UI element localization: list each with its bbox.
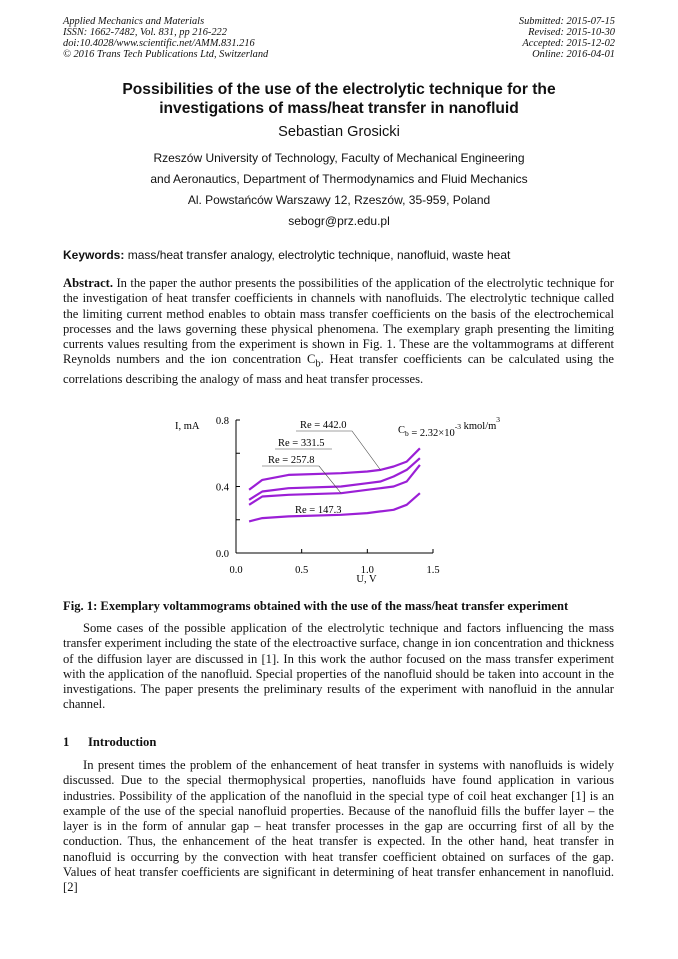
figure-caption: Fig. 1: Exemplary voltammograms obtained with the use of the mass/heat transfer experiment — [63, 599, 569, 613]
revised-date: Revised: 2015-10-30 — [528, 26, 615, 38]
affiliation-line: and Aeronautics, Department of Thermodynamics and Fluid Mechanics — [150, 172, 528, 186]
y-axis-label: I, mA — [175, 421, 200, 432]
journal-info — [63, 17, 268, 61]
abstract-label: Abstract. — [63, 276, 114, 290]
section-heading — [63, 735, 156, 750]
title-line: investigations of mass/heat transfer in nanofluid — [159, 100, 519, 117]
x-tick-label: 1.0 — [360, 565, 374, 576]
online-date: Online: 2016-04-01 — [532, 48, 615, 60]
paper-title — [60, 80, 618, 118]
x-tick-label: 1.5 — [426, 565, 440, 576]
x-tick-label: 0.0 — [229, 565, 243, 576]
email: sebogr@prz.edu.pl — [288, 214, 390, 228]
abstract-text-end: . Heat transfer coefficients can be calculated using the correlations describing the analogy of mass and heat transfer processes. — [63, 352, 614, 387]
y-tick-label: 0.4 — [215, 482, 229, 494]
series-label: Re = 442.0 — [300, 420, 347, 431]
copyright: © 2016 Trans Tech Publications Ltd, Switzerland — [63, 48, 269, 60]
keywords-text: mass/heat transfer analogy, electrolytic technique, nanofluid, waste heat — [124, 248, 511, 262]
title-line: Possibilities of the use of the electrolytic technique for the — [122, 81, 556, 98]
abstract — [63, 276, 614, 387]
paragraph-text: In present times the problem of the enhancement of heat transfer in systems with nanofluids is widely discussed. Due to the special thermophysical properties, nanofluids have found application in various industries. Possibility of the application of the nanofluid in the special type of coil heat exchanger [1] is an example of the use of the special nanofluid properties. Because of the nanofluid fills the buffer layer – the layer is in the form of annular gap – heat transfer processes in the gap are occurring first of all by the conduction. Thus, the enhancement of the heat transfer is expected. In the other hand, heat transfer in nanofluid is occurring by the convection with heat transfer coefficient obtained on surfaces of the gap. Values of heat transfer coefficients are significant in determining of heat transfer enhancement in nanofluid.[2] — [63, 758, 614, 894]
voltammogram-chart — [160, 405, 530, 595]
keywords — [63, 248, 510, 262]
concentration-annotation: $C_b = 2.32\times 10^{-3}$ kmol/$m^3$ — [398, 415, 501, 439]
x-axis-label: U, V — [356, 574, 377, 585]
affiliation-line: Rzeszów University of Technology, Faculty of Mechanical Engineering — [153, 151, 525, 165]
paragraph — [63, 758, 614, 895]
dates-info — [519, 17, 615, 61]
address: Al. Powstańców Warszawy 12, Rzeszów, 35-959, Poland — [187, 193, 491, 207]
abstract-sub: b — [315, 358, 321, 370]
section-number: 1 — [63, 735, 70, 749]
y-tick-label: 0.8 — [215, 416, 229, 427]
doi: doi:10.4028/www.scientific.net/AMM.831.216 — [63, 37, 255, 49]
x-tick-label: 0.5 — [295, 565, 309, 576]
series-label: Re = 147.3 — [295, 505, 342, 516]
abstract-text: In the paper the author presents the possibilities of the application of the electrolytic technique for the investigation of heat transfer coefficients in channels with nanofluids. The electrolytic technique called the limiting current method enables to obtain mass transfer coefficients on the basis of the electrochemical processes and the laws governing these physical phenomena. The exemplary graph presenting the limiting currents values resulting from the experiment is shown in Fig. 1. These are the voltammograms at different Reynolds numbers and the ion concentration C — [63, 276, 614, 367]
issn: ISSN: 1662-7482, Vol. 831, pp 216-222 — [63, 26, 227, 38]
keywords-label: Keywords: — [63, 248, 125, 262]
paragraph-text: Some cases of the possible application of the electrolytic technique and factors influencing the mass transfer experiment including the state of the electroactive surface, change in ion concentration and thickness of the diffusion layer are discussed in [1]. In this work the author focused on the mass transfer experiment with the application of the nanofluid. Special properties of the nanofluid should be taken into account in the investigations. The paper presents the preliminary results of the experiment with nanofluid in the annular channel. — [63, 621, 614, 712]
series-label: Re = 331.5 — [278, 438, 325, 449]
section-title: Introduction — [88, 735, 157, 749]
paragraph — [63, 621, 614, 713]
series-label: Re = 257.8 — [268, 455, 315, 466]
affiliation — [60, 148, 618, 232]
journal-name: Applied Mechanics and Materials — [63, 16, 205, 27]
y-tick-label: 0.0 — [215, 549, 229, 560]
accepted-date: Accepted: 2015-12-02 — [522, 37, 615, 49]
author: Sebastian Grosicki — [278, 124, 400, 140]
submitted-date: Submitted: 2015-07-15 — [518, 16, 615, 27]
